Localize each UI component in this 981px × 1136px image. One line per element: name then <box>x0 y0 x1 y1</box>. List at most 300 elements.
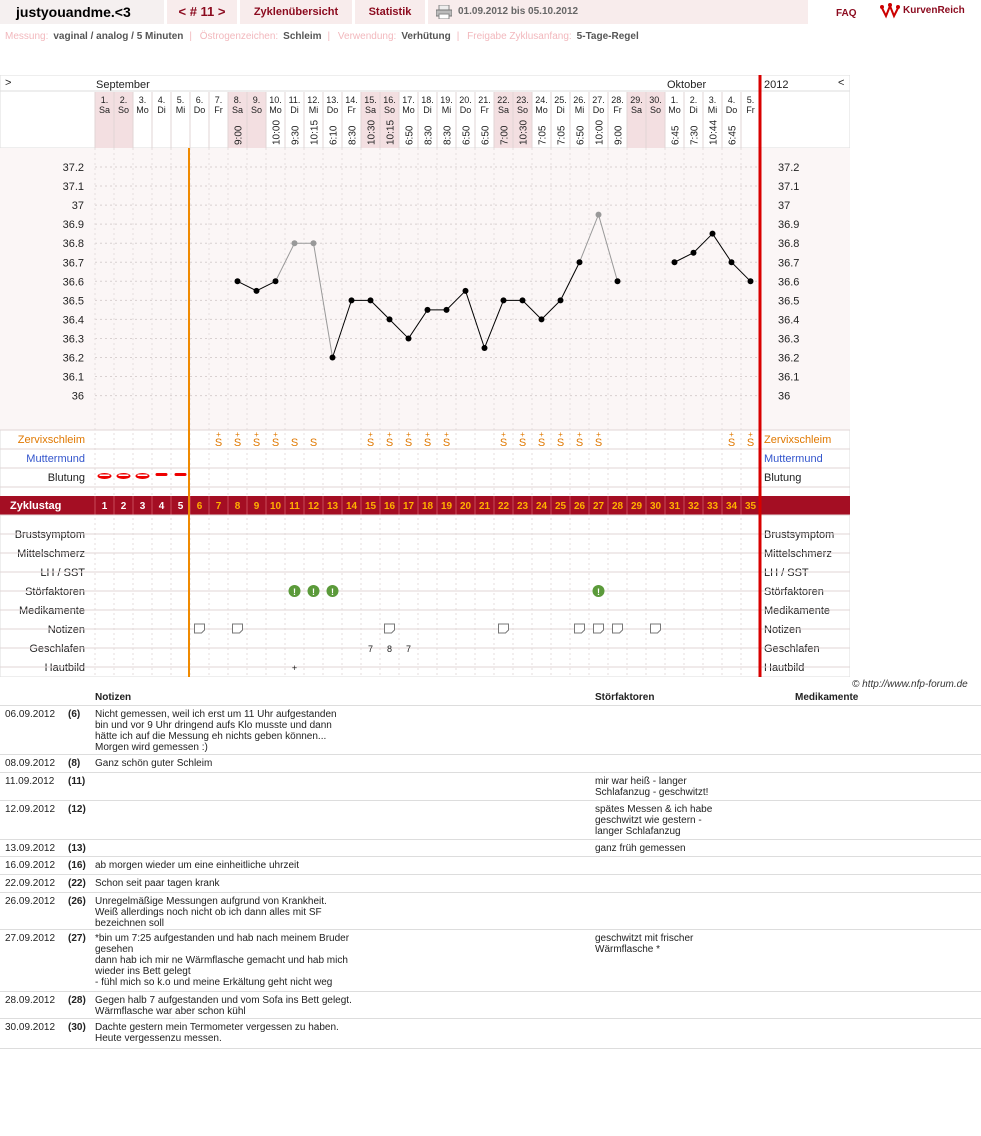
zervix-s: S <box>442 437 451 449</box>
weekday-label: So <box>516 105 529 115</box>
cycle-day-number: 1 <box>101 501 108 512</box>
measure-time: 9:00 <box>613 125 625 145</box>
ytick-label-left: 36.8 <box>62 238 84 251</box>
day-number: 23. <box>516 95 529 105</box>
note-icon <box>575 624 585 633</box>
zervix-s: S <box>214 437 223 449</box>
skin-value: + <box>291 663 298 673</box>
weekday-label: Sa <box>98 105 111 115</box>
zervix-plus: + <box>596 430 601 439</box>
bleeding-mark-inner <box>119 475 129 477</box>
ytick-label-right: 36 <box>778 390 791 403</box>
notizen-label-right: Notizen <box>764 624 802 636</box>
note-cycle-day: (28) <box>68 995 86 1006</box>
geschlafen-label-right: Geschlafen <box>764 643 820 655</box>
note-date: 12.09.2012 <box>5 804 56 815</box>
cycle-day-number: 5 <box>177 501 184 512</box>
note-date: 30.09.2012 <box>5 1022 56 1033</box>
note-row <box>0 773 981 801</box>
printer-icon[interactable] <box>436 4 452 18</box>
ytick-label-right: 37.2 <box>778 162 800 174</box>
cycle-settings: Messung: vaginal / analog / 5 Minuten | Östrogenzeichen: Schleim | Verwendung: Verhütung | Freigabe Zyklusanfang: 5-Tage-Regel <box>5 31 639 42</box>
day-number: 28. <box>611 95 624 105</box>
note-row <box>0 706 981 755</box>
note-cycle-day: (22) <box>68 878 86 889</box>
note-cycle-day: (26) <box>68 896 86 907</box>
zervix-plus: + <box>273 430 278 439</box>
sleep-value: 7 <box>367 644 374 654</box>
weekday-label: Fr <box>746 105 755 115</box>
note-stoerfaktor: ganz früh gemessen <box>595 843 686 854</box>
zervix-s: S <box>746 437 755 449</box>
weekday-label: Di <box>689 105 698 115</box>
muttermund-label: Muttermund <box>26 453 85 465</box>
weekday-label: Fr <box>480 105 489 115</box>
copyright: © http://www.nfp-forum.de <box>852 679 968 690</box>
cycle-day-number: 4 <box>158 501 165 512</box>
cycle-day-number: 12 <box>307 501 320 512</box>
stoer-icon-mark: ! <box>312 587 315 597</box>
zervix-plus: + <box>216 430 221 439</box>
cycle-day-number: 21 <box>478 501 491 512</box>
note-date: 27.09.2012 <box>5 933 56 944</box>
note-text: Nicht gemessen, weil ich erst um 11 Uhr aufgestanden bin und vor 9 Uhr dringend aufs Klo musste und dann hätte ich auf die Messung eh nichts geben können... Morgen wird gemessen :) <box>95 709 337 753</box>
ytick-label-right: 36.8 <box>778 238 800 251</box>
lh-label: LH / SST <box>40 567 85 579</box>
day-number: 4. <box>157 95 166 105</box>
weekday-label: Di <box>157 105 166 115</box>
faq-link[interactable]: FAQ <box>836 8 857 19</box>
note-date: 26.09.2012 <box>5 896 56 907</box>
cycle-nav[interactable]: < # 11 > <box>167 0 237 24</box>
note-text: ab morgen wieder um eine einheitliche uhrzeit <box>95 860 300 871</box>
note-icon <box>195 624 205 633</box>
zervix-plus: + <box>539 430 544 439</box>
muttermund-label-right: Muttermund <box>764 453 823 465</box>
weekday-label: Fr <box>347 105 356 115</box>
weekday-label: Mo <box>668 105 681 115</box>
note-icon <box>385 624 395 633</box>
temp-point <box>558 297 564 303</box>
temp-point <box>368 297 374 303</box>
brust-label-right: Brustsymptom <box>764 529 835 541</box>
ytick-label-right: 37.1 <box>778 181 800 194</box>
day-number: 5. <box>176 95 185 105</box>
zervix-s: S <box>556 437 565 449</box>
cycle-day-number: 15 <box>364 501 377 512</box>
note-stoerfaktor: geschwitzt mit frischer Wärmflasche * <box>595 933 694 955</box>
measure-time: 7:30 <box>689 125 701 145</box>
cycle-day-number: 33 <box>706 501 719 512</box>
zervix-plus: + <box>520 430 525 439</box>
nav-right-arrow: < <box>838 77 845 89</box>
zervix-s: S <box>727 437 736 449</box>
chart-title-box <box>0 0 164 24</box>
stoer-icon-mark: ! <box>597 587 600 597</box>
ytick-label-right: 36.1 <box>778 371 800 384</box>
measure-time: 6:50 <box>480 125 492 145</box>
cycle-day-number: 31 <box>668 501 681 512</box>
ytick-label-right: 36.4 <box>778 314 800 327</box>
measure-time: 7:05 <box>537 125 549 145</box>
cycle-day-number: 3 <box>139 501 146 512</box>
measure-time: 8:30 <box>442 125 454 145</box>
zervix-plus: + <box>501 430 506 439</box>
measure-time: 10:15 <box>309 119 321 145</box>
day-number: 7. <box>214 95 223 105</box>
cycle-day-number: 19 <box>440 501 453 512</box>
chart-title: justyouandme.<3 <box>16 4 131 20</box>
note-row <box>0 755 981 773</box>
note-row <box>0 992 981 1019</box>
medi-label-right: Medikamente <box>764 605 831 617</box>
note-cycle-day: (11) <box>68 776 86 787</box>
measure-time: 6:45 <box>670 125 682 145</box>
zervix-plus: + <box>387 430 392 439</box>
note-row <box>0 875 981 893</box>
day-number: 29. <box>630 95 643 105</box>
note-text: Gegen halb 7 aufgestanden und vom Sofa ins Bett gelegt. Wärmflasche war aber schon kühl <box>95 995 352 1017</box>
ytick-label-right: 36.9 <box>778 219 800 232</box>
measure-time: 8:30 <box>347 125 359 145</box>
note-icon <box>499 624 509 633</box>
note-date: 06.09.2012 <box>5 709 56 720</box>
ytick-label-left: 37.2 <box>62 162 84 174</box>
note-text: Dachte gestern mein Termometer vergessen zu haben. Heute vergessenzu messen. <box>95 1022 339 1044</box>
blutung-label: Blutung <box>47 472 85 484</box>
day-number: 10. <box>269 95 282 105</box>
ytick-label-left: 36.5 <box>62 295 84 308</box>
day-number: 3. <box>708 95 717 105</box>
temp-point <box>330 355 336 361</box>
temp-point <box>406 335 412 341</box>
info-value: vaginal / analog / 5 Minuten <box>53 31 184 42</box>
cycle-day-number: 25 <box>554 501 567 512</box>
day-number: 25. <box>554 95 567 105</box>
temp-point <box>292 240 298 246</box>
hautbild-label: Hautbild <box>44 662 85 674</box>
day-number: 15. <box>364 95 377 105</box>
temp-point <box>425 307 431 313</box>
weekday-label: Do <box>592 105 605 115</box>
month-label: Oktober <box>667 79 707 91</box>
day-number: 4. <box>727 95 736 105</box>
note-cycle-day: (12) <box>68 804 86 815</box>
weekday-label: Fr <box>214 105 223 115</box>
note-icon <box>651 624 661 633</box>
stoer-icon-mark: ! <box>293 587 296 597</box>
measure-time: 8:30 <box>423 125 435 145</box>
weekday-label: Mi <box>308 105 319 115</box>
cycle-day-number: 29 <box>630 501 643 512</box>
cycle-day-number: 23 <box>516 501 529 512</box>
cycle-day-number: 22 <box>497 501 510 512</box>
cycle-day-number: 27 <box>592 501 605 512</box>
weekday-label: Mo <box>402 105 415 115</box>
cycle-day-number: 7 <box>215 501 222 512</box>
cycle-day-number: 2 <box>120 501 127 512</box>
cycle-day-number: 9 <box>253 501 260 512</box>
zervix-s: S <box>537 437 546 449</box>
note-date: 22.09.2012 <box>5 878 56 889</box>
cycle-day-number: 32 <box>687 501 700 512</box>
weekday-label: Sa <box>364 105 377 115</box>
note-cycle-day: (13) <box>68 843 86 854</box>
zyklustag-label: Zyklustag <box>10 500 62 512</box>
month-label: September <box>96 79 150 91</box>
weekday-label: Mi <box>175 105 186 115</box>
weekday-label: Do <box>193 105 206 115</box>
mittel-label-right: Mittelschmerz <box>764 548 832 560</box>
ytick-label-left: 37.1 <box>62 181 84 194</box>
note-row <box>0 893 981 930</box>
weekday-label: Do <box>459 105 472 115</box>
temp-point <box>482 345 488 351</box>
ytick-label-left: 37 <box>71 200 84 213</box>
date-range: 01.09.2012 bis 05.10.2012 <box>458 6 579 17</box>
temp-point <box>596 212 602 218</box>
lh-label-right: LH / SST <box>764 567 809 579</box>
zervix-plus: + <box>444 430 449 439</box>
ytick-label-left: 36.7 <box>62 257 84 270</box>
info-value: Verhütung <box>401 31 451 42</box>
cycle-day-number: 28 <box>611 501 624 512</box>
cycle-chart <box>0 75 850 677</box>
ytick-label-right: 36.2 <box>778 352 800 365</box>
measure-time: 9:00 <box>233 125 245 145</box>
zervix-plus: + <box>748 430 753 439</box>
tab-statistik[interactable]: Statistik <box>355 0 425 24</box>
cycle-day-number: 16 <box>383 501 396 512</box>
weekday-label: Mi <box>707 105 718 115</box>
notes-header-stoerfaktoren: Störfaktoren <box>595 692 655 703</box>
weekday-label: Di <box>290 105 299 115</box>
sleep-value: 7 <box>405 644 412 654</box>
measure-time: 6:10 <box>328 125 340 145</box>
zervix-label: Zervixschleim <box>17 434 85 446</box>
tab-zyklenuebersicht[interactable]: Zyklenübersicht <box>240 0 352 24</box>
day-number: 2. <box>689 95 698 105</box>
day-number: 11. <box>288 95 301 105</box>
weekday-label: Di <box>556 105 565 115</box>
ytick-label-left: 36.1 <box>62 371 84 384</box>
notes-header-notizen: Notizen <box>95 692 132 703</box>
notes-header-medikamente: Medikamente <box>795 692 859 703</box>
day-number: 18. <box>421 95 434 105</box>
cycle-day-number: 24 <box>535 501 548 512</box>
weekday-label: So <box>649 105 662 115</box>
zervix-s: S <box>499 437 508 449</box>
measure-time: 10:44 <box>708 119 720 145</box>
temp-point <box>710 231 716 237</box>
brust-label: Brustsymptom <box>14 529 85 541</box>
day-number: 24. <box>535 95 548 105</box>
note-row <box>0 857 981 875</box>
day-number: 14. <box>345 95 358 105</box>
zervix-s: S <box>404 437 413 449</box>
bleeding-mark <box>175 473 187 476</box>
ytick-label-left: 36.4 <box>62 314 84 327</box>
measure-time: 10:15 <box>385 119 397 145</box>
cycle-day-number: 13 <box>326 501 339 512</box>
logo-text: KurvenReich <box>903 5 965 16</box>
weekday-label: Sa <box>497 105 510 115</box>
temp-point <box>273 278 279 284</box>
temp-point <box>520 297 526 303</box>
cycle-day-number: 17 <box>402 501 415 512</box>
measure-time: 10:30 <box>518 119 530 145</box>
zervix-s: S <box>271 437 280 449</box>
weekday-label: Do <box>326 105 339 115</box>
note-cycle-day: (6) <box>68 709 81 720</box>
ytick-label-left: 36.6 <box>62 276 84 289</box>
temp-point <box>349 297 355 303</box>
day-number: 19. <box>440 95 453 105</box>
zervix-s: S <box>594 437 603 449</box>
sleep-value: 8 <box>386 644 393 654</box>
note-date: 28.09.2012 <box>5 995 56 1006</box>
stoer-label-right: Störfaktoren <box>764 586 824 598</box>
temp-point <box>463 288 469 294</box>
ytick-label-left: 36.9 <box>62 219 84 232</box>
day-number: 3. <box>138 95 147 105</box>
day-number: 5. <box>746 95 755 105</box>
weekday-label: So <box>250 105 263 115</box>
note-date: 08.09.2012 <box>5 758 56 769</box>
measure-time: 6:50 <box>575 125 587 145</box>
zervix-plus: + <box>406 430 411 439</box>
mittel-label: Mittelschmerz <box>17 548 85 560</box>
cycle-day-number: 11 <box>289 501 300 512</box>
measure-time: 6:50 <box>461 125 473 145</box>
temp-point <box>387 316 393 322</box>
day-number: 22. <box>497 95 510 105</box>
hautbild-label-right: Hautbild <box>764 662 805 674</box>
zervix-s: S <box>252 437 261 449</box>
cycle-day-number: 26 <box>573 501 586 512</box>
weekday-label: Fr <box>613 105 622 115</box>
day-number: 1. <box>100 95 109 105</box>
note-text: Ganz schön guter Schleim <box>95 758 213 769</box>
blutung-label-right: Blutung <box>764 472 802 484</box>
temp-point <box>311 240 317 246</box>
weekday-label: Mo <box>269 105 282 115</box>
day-number: 12. <box>307 95 320 105</box>
kurvenreich-logo[interactable] <box>880 2 980 20</box>
zervix-s: S <box>575 437 584 449</box>
measure-time: 9:30 <box>290 125 302 145</box>
zervix-s: S <box>290 437 299 449</box>
day-number: 13. <box>326 95 339 105</box>
day-number: 6. <box>195 95 204 105</box>
temp-point <box>615 278 621 284</box>
weekday-label: Mo <box>535 105 548 115</box>
note-row <box>0 801 981 840</box>
day-number: 21. <box>478 95 491 105</box>
zervix-label-right: Zervixschleim <box>764 434 832 446</box>
year-label: 2012 <box>764 79 789 91</box>
note-row <box>0 840 981 857</box>
zervix-s: S <box>309 437 318 449</box>
stoer-icon-mark: ! <box>331 587 334 597</box>
weekday-label: Mo <box>136 105 149 115</box>
note-icon <box>594 624 604 633</box>
temp-point <box>444 307 450 313</box>
zervix-plus: + <box>368 430 373 439</box>
day-number: 9. <box>252 95 261 105</box>
day-number: 26. <box>573 95 586 105</box>
measure-time: 6:45 <box>727 125 739 145</box>
note-stoerfaktor: mir war heiß - langer Schlafanzug - geschwitzt! <box>595 776 709 798</box>
cycle-day-number: 10 <box>269 501 282 512</box>
zervix-s: S <box>366 437 375 449</box>
info-label: Östrogenzeichen: <box>199 31 279 42</box>
bleeding-mark-inner <box>138 475 148 477</box>
note-cycle-day: (30) <box>68 1022 86 1033</box>
note-date: 13.09.2012 <box>5 843 56 854</box>
zervix-plus: + <box>235 430 240 439</box>
zervix-plus: + <box>425 430 430 439</box>
zervix-plus: + <box>558 430 563 439</box>
cycle-day-number: 6 <box>196 501 203 512</box>
weekday-label: Sa <box>231 105 244 115</box>
weekday-label: So <box>383 105 396 115</box>
temp-point <box>501 297 507 303</box>
stoer-label: Störfaktoren <box>25 586 85 598</box>
ytick-label-right: 36.5 <box>778 295 800 308</box>
ytick-label-right: 37 <box>778 200 791 213</box>
cycle-day-number: 30 <box>649 501 662 512</box>
note-cycle-day: (8) <box>68 758 81 769</box>
note-date: 16.09.2012 <box>5 860 56 871</box>
note-row <box>0 1019 981 1049</box>
day-number: 1. <box>670 95 679 105</box>
note-row <box>0 930 981 992</box>
bleeding-mark-inner <box>100 475 110 477</box>
cycle-day-number: 34 <box>725 501 738 512</box>
zervix-plus: + <box>729 430 734 439</box>
temp-point <box>539 316 545 322</box>
divider <box>0 705 981 706</box>
day-number: 20. <box>459 95 472 105</box>
ytick-label-left: 36.3 <box>62 333 84 346</box>
note-cycle-day: (16) <box>68 860 86 871</box>
note-text: *bin um 7:25 aufgestanden und hab nach meinem Bruder gesehen dann hab ich mir ne Wärmflasche gemacht und hab mich wieder ins Bett gelegt - fühl mich so k.o und meine Erkältung geht nicht weg <box>95 933 350 988</box>
temp-point <box>729 259 735 265</box>
day-number: 27. <box>592 95 605 105</box>
geschlafen-label: Geschlafen <box>29 643 85 655</box>
cycle-day-number: 8 <box>234 501 241 512</box>
temp-point <box>235 278 241 284</box>
measure-time: 10:00 <box>271 119 283 145</box>
zervix-s: S <box>518 437 527 449</box>
note-icon <box>613 624 623 633</box>
bleeding-mark <box>156 473 168 476</box>
info-label: Messung: <box>5 31 49 42</box>
info-label: Freigabe Zyklusanfang: <box>467 31 572 42</box>
day-number: 16. <box>383 95 396 105</box>
cycle-day-number: 35 <box>744 501 757 512</box>
day-number: 8. <box>233 95 242 105</box>
measure-time: 6:50 <box>404 125 416 145</box>
note-date: 11.09.2012 <box>5 776 55 787</box>
ytick-label-right: 36.3 <box>778 333 800 346</box>
measure-time: 10:30 <box>366 119 378 145</box>
zervix-plus: + <box>577 430 582 439</box>
notizen-label: Notizen <box>47 624 85 636</box>
measure-time: 10:00 <box>594 119 606 145</box>
temp-point <box>672 259 678 265</box>
